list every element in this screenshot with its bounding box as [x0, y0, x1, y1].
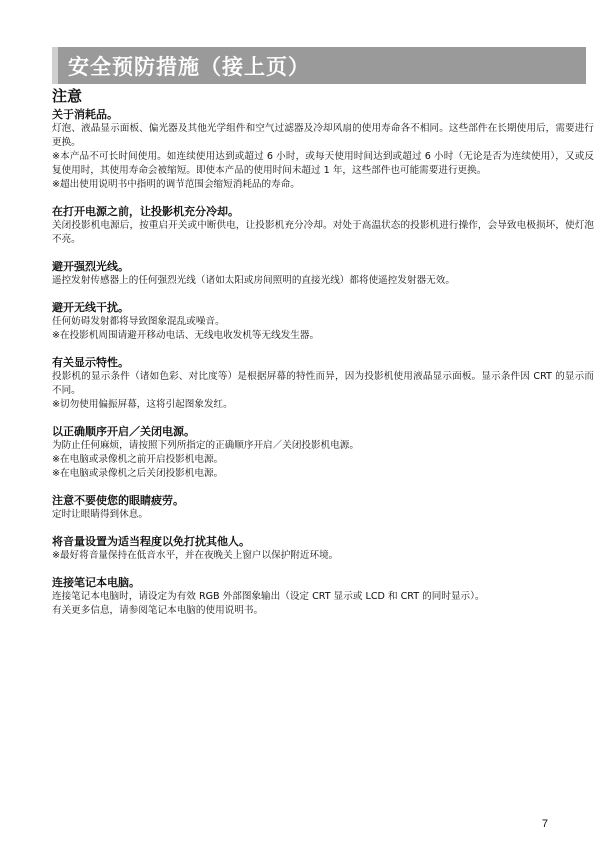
section-paragraph: 有关更多信息，请参阅笔记本电脑的使用说明书。	[52, 605, 264, 616]
section-body	[52, 274, 594, 288]
section-paragraph: 遥控发射传感器上的任何强烈光线（诸如太阳或房间照明的直接光线）都将使遥控发射器无效。	[52, 275, 455, 286]
section-paragraph: ※本产品不可长时间使用。如连续使用达到或超过 6 小时，或每天使用时间达到或超过 6 小时（无论是否为连续使用），又或反复使用时，其使用寿命会被缩短。即使本产品的使用时间未超过 1 年，这些部件也可能需要进行更换。	[52, 151, 594, 176]
section-paragraph: ※切勿使用偏振屏幕，这将引起图象发红。	[52, 399, 233, 410]
section-body	[52, 122, 594, 192]
section-body	[52, 508, 594, 522]
section-paragraph: 任何妨碍发射都将导致图象混乱或噪音。	[52, 316, 225, 327]
page-number: 7	[541, 818, 548, 830]
section-body	[52, 590, 594, 618]
section	[52, 204, 594, 247]
section-title: 避开强烈光线。	[52, 260, 129, 273]
section	[52, 107, 594, 192]
section	[52, 355, 594, 412]
section	[52, 493, 594, 522]
section-paragraph: 投影机的显示条件（诸如色彩、对比度等）是根据屏幕的特性而异，因为投影机使用液晶显示面板。显示条件因 CRT 的显示而不同。	[52, 371, 594, 396]
section-body	[52, 549, 594, 563]
section-paragraph: ※超出使用说明书中指明的调节范围会缩短消耗品的寿命。	[52, 179, 300, 190]
section-paragraph: 关闭投影机电源后，按重启开关或中断供电，让投影机充分冷却。对处于高温状态的投影机进行操作，会导致电极损坏，使灯泡不亮。	[52, 220, 594, 245]
header-bar	[52, 47, 586, 84]
section-body	[52, 370, 594, 412]
section-paragraph: 连接笔记本电脑时，请设定为有效 RGB 外部图象输出（设定 CRT 显示或 LCD 和 CRT 的同时显示）。	[52, 591, 485, 602]
section-paragraph: ※在电脑或录像机之后关闭投影机电源。	[52, 468, 224, 479]
page-title: 安全预防措施（接上页）	[68, 55, 310, 79]
section-paragraph: 灯泡、液晶显示面板、偏光器及其他光学组件和空气过滤器及冷却风扇的使用寿命各不相同。这些部件在长期使用后，需要进行更换。	[52, 123, 594, 148]
caution-heading: 注意	[52, 87, 83, 105]
sections-list	[52, 107, 594, 618]
section	[52, 300, 594, 343]
section-paragraph: ※在电脑或录像机之前开启投影机电源。	[52, 454, 224, 465]
section	[52, 575, 594, 618]
section-paragraph: 为防止任何麻烦，请按照下列所指定的正确顺序开启／关闭投影机电源。	[52, 440, 359, 451]
section-title: 连接笔记本电脑。	[52, 576, 140, 589]
content	[52, 86, 594, 618]
section-paragraph: ※最好将音量保持在低音水平，并在夜晚关上窗户以保护附近环境。	[52, 550, 339, 561]
section-title: 关于消耗品。	[52, 108, 118, 121]
section	[52, 259, 594, 288]
section-title: 将音量设置为适当程度以免打扰其他人。	[52, 535, 250, 548]
section-title: 避开无线干扰。	[52, 301, 129, 314]
section-title: 注意不要使您的眼睛疲劳。	[52, 494, 184, 507]
section	[52, 534, 594, 563]
header-stripe	[52, 47, 58, 84]
section-body	[52, 315, 594, 343]
section	[52, 424, 594, 481]
section-body	[52, 439, 594, 481]
section-body	[52, 219, 594, 247]
section-title: 以正确顺序开启／关闭电源。	[52, 425, 195, 438]
section-title: 在打开电源之前，让投影机充分冷却。	[52, 205, 239, 218]
section-title: 有关显示特性。	[52, 356, 129, 369]
section-paragraph: 定时让眼睛得到休息。	[52, 509, 148, 520]
section-paragraph: ※在投影机周围请避开移动电话、无线电收发机等无线发生器。	[52, 330, 320, 341]
